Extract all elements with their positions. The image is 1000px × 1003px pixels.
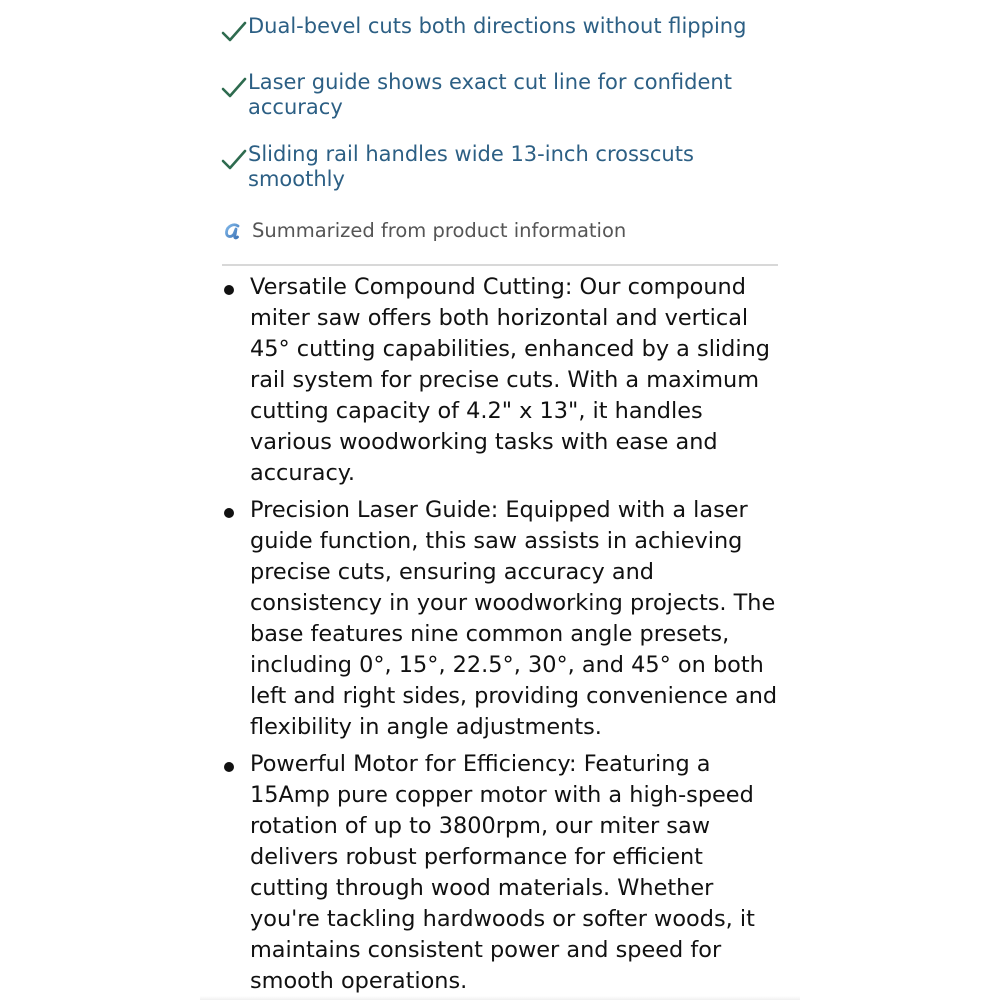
checkmark-icon (220, 147, 248, 173)
ai-highlights-list (220, 14, 780, 214)
bottom-edge-shadow (200, 996, 800, 1000)
highlight-item (220, 142, 780, 192)
product-feature-bullets (220, 272, 790, 1003)
highlight-text: Dual-bevel cuts both directions without flipping (248, 14, 747, 38)
feature-bullet-text: Versatile Compound Cutting: Our compound miter saw offers both horizontal and vertical 45° cutting capabilities, enhanced by a sliding rail system for precise cuts. With a maximum cutting capacity of 4.2" x 13", it handles various woodworking tasks with ease and accuracy. (250, 274, 770, 486)
bullet-marker (220, 749, 250, 780)
highlight-item (220, 14, 780, 45)
feature-bullet (220, 272, 790, 489)
ai-summary-icon (222, 220, 244, 242)
section-divider (222, 264, 778, 266)
feature-bullet-text: Powerful Motor for Efficiency: Featuring a 15Amp pure copper motor with a high-speed rotation of up to 3800rpm, our miter saw delivers robust performance for efficient cutting through wood materials. Whether you're tackling hardwoods or softer woods, it maintains consistent power and speed for smooth operations. (250, 751, 755, 994)
feature-bullet (220, 749, 790, 997)
bullet-marker (220, 272, 250, 303)
feature-bullet (220, 495, 790, 743)
highlight-item (220, 70, 780, 120)
summary-note-text: Summarized from product information (252, 219, 627, 242)
highlight-text: Laser guide shows exact cut line for confident accuracy (248, 70, 732, 119)
feature-bullet-text: Precision Laser Guide: Equipped with a laser guide function, this saw assists in achieving precise cuts, ensuring accuracy and consistency in your woodworking projects. The base features nine common angle presets, including 0°, 15°, 22.5°, 30°, and 45° on both left and right sides, providing convenience and flexibility in angle adjustments. (250, 497, 778, 740)
checkmark-icon (220, 75, 248, 101)
highlight-text: Sliding rail handles wide 13-inch crosscuts smoothly (248, 142, 694, 191)
summary-attribution (222, 218, 626, 244)
checkmark-icon (220, 19, 248, 45)
bullet-marker (220, 495, 250, 526)
